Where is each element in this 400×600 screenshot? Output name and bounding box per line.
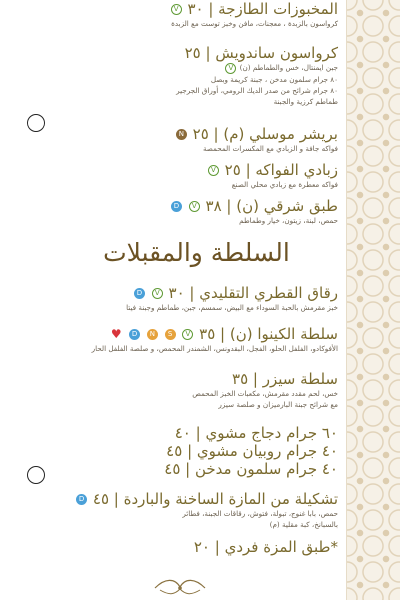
- item-title: [55, 284, 338, 302]
- mezze-single-text: *طبق المزة فردي | ٢٠: [193, 538, 338, 556]
- arabesque-border-pattern: [346, 0, 400, 600]
- item-desc: فواكه معطرة مع زبادي محلي الصنع: [231, 180, 338, 189]
- item-desc: فواكه جافة و الزبادي مع المكسرات المحمصة: [202, 144, 338, 153]
- addition-chicken: ٦٠ جرام دجاج مشوي | ٤٠: [174, 424, 338, 442]
- binder-hole-top: [27, 114, 45, 132]
- item-title-text: المخبوزات الطازجة | ٣٠: [187, 0, 338, 18]
- spicy-icon: S: [165, 329, 176, 340]
- item-desc-line: حمص، بابا غنوج، تبولة، فتوش، رقاقات الجبنة، فطائر: [182, 509, 338, 518]
- vegetarian-icon: V: [225, 63, 236, 74]
- item-title-text: بريشر موسلي (م) | ٢٥: [192, 125, 338, 143]
- mezze-single-plate: [55, 538, 338, 556]
- menu-item-fruit-yoghurt: [55, 161, 338, 190]
- item-title: [55, 197, 338, 215]
- item-desc-line: بالسبانخ، كبة مقلية (م): [269, 520, 338, 529]
- item-desc-line: ٨٠ جرام سلمون مدخن ، جبنة كريمة وبصل: [210, 74, 338, 84]
- vegetarian-icon: V: [208, 165, 219, 176]
- vegan-icon: V: [171, 4, 182, 15]
- item-title: [55, 490, 338, 508]
- item-title-text: سلطة سيزر | ٣٥: [232, 370, 338, 388]
- item-title-text: سلطة الكينوا (ن) | ٣٥: [199, 325, 338, 343]
- decorative-ornament: [150, 576, 210, 598]
- item-title: [55, 44, 338, 62]
- menu-item-bakery: [55, 0, 338, 29]
- dairy-icon: D: [129, 329, 140, 340]
- item-desc-line: طماطم كرزية والجبنة: [273, 96, 338, 106]
- item-desc-line: جبن ايمنتال، خس والطماطم (ن) V: [55, 62, 338, 74]
- menu-item-mezze: [55, 490, 338, 530]
- menu-item-caesar-salad: [55, 370, 338, 410]
- caesar-additions: [55, 424, 338, 478]
- nuts-icon: N: [176, 129, 187, 140]
- item-desc-line: ٨٠ جرام شرائح من صدر الديك الرومي، أوراق الجرجير: [176, 85, 338, 95]
- menu-item-quinoa-salad: [55, 325, 338, 354]
- heart-icon: ♥: [110, 327, 122, 341]
- item-desc-line: خس، لحم مقدد مقرمش، مكعبات الخبز المحمص: [192, 389, 338, 398]
- item-title: [55, 0, 338, 18]
- addition-salmon: ٤٠ جرام سلمون مدخن | ٤٥: [164, 460, 338, 478]
- item-title: [55, 125, 338, 143]
- item-desc: كرواسون بالزبدة ، معجنات، مافن وخبز توست مع الزبدة: [171, 19, 338, 28]
- item-desc: الأفوكادو، الفلفل الحلو، الفجل، البقدونس، الشمندر المحمص، و صلصة الفلفل الحار: [91, 344, 338, 353]
- menu-item-croissant-sandwich: [55, 44, 338, 107]
- item-title-text: تشكيلة من المازة الساخنة والباردة | ٤٥: [92, 490, 338, 508]
- menu-item-oriental-plate: [55, 197, 338, 226]
- item-title: [55, 161, 338, 179]
- menu-item-qatari-regag: [55, 284, 338, 313]
- binder-hole-bottom: [27, 466, 45, 484]
- item-title: [55, 325, 338, 343]
- dairy-icon: D: [134, 288, 145, 299]
- dairy-icon: D: [171, 201, 182, 212]
- item-title-text: كرواسون ساندويش | ٢٥: [184, 44, 338, 62]
- item-title: [55, 370, 338, 388]
- item-desc: حمص، لبنة، زيتون، خيار وطماطم: [239, 216, 338, 225]
- menu-item-bircher-muesli: [55, 125, 338, 154]
- section-heading-salads-appetizers: السلطة والمقبلات: [103, 238, 290, 267]
- item-title-text: طبق شرقي (ن) | ٣٨: [205, 197, 338, 215]
- vegan-icon: V: [182, 329, 193, 340]
- item-title-text: زبادي الفواكه | ٢٥: [224, 161, 338, 179]
- addition-shrimp: ٤٠ جرام روبيان مشوي | ٤٥: [166, 442, 338, 460]
- vegetarian-icon: V: [152, 288, 163, 299]
- dairy-icon: D: [76, 494, 87, 505]
- item-title-text: رقاق القطري التقليدي | ٣٠: [168, 284, 338, 302]
- item-desc-line: مع شرائح جبنة البارميزان و صلصة سيزر: [218, 400, 338, 409]
- nuts-icon: N: [147, 329, 158, 340]
- vegetarian-icon: V: [189, 201, 200, 212]
- item-desc: خبز مقرمش بالحبة السوداء مع البيض، سمسم، جبن، طماطم وجبنة فيتا: [126, 303, 338, 312]
